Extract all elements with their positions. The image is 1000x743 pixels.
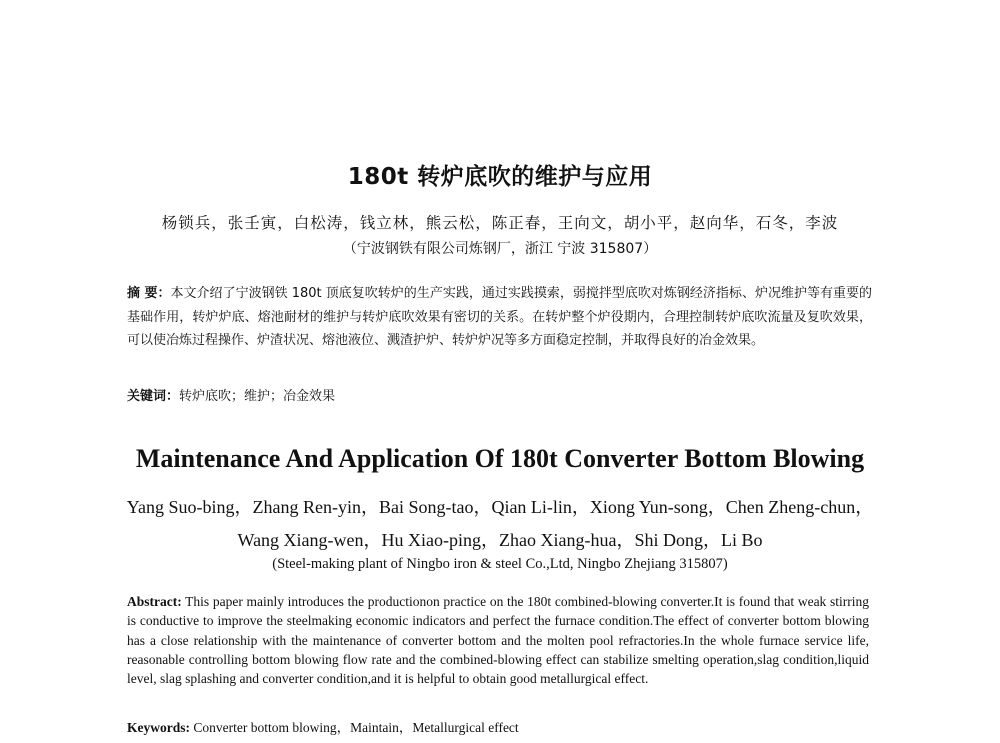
chinese-abstract [127, 282, 872, 353]
english-keywords [127, 716, 519, 736]
chinese-keywords [127, 385, 335, 404]
english-abstract [127, 592, 869, 688]
english-keywords-label: Keywords: [127, 720, 190, 735]
chinese-abstract-label: 摘 要： [127, 286, 171, 301]
english-affiliation: (Steel-making plant of Ningbo iron & steel Co.,Ltd, Ningbo Zhejiang 315807) [272, 556, 728, 572]
english-authors-line2: Wang Xiang-wen，Hu Xiao-ping，Zhao Xiang-hua，Shi Dong，Li Bo [237, 530, 763, 550]
english-keywords-text: Converter bottom blowing，Maintain，Metallurgical effect [190, 720, 519, 735]
english-abstract-label: Abstract: [127, 594, 182, 609]
english-authors-line1: Yang Suo-bing，Zhang Ren-yin，Bai Song-tao，Qian Li-lin，Xiong Yun-song，Chen Zheng-chun， [126, 497, 874, 517]
english-title: Maintenance And Application Of 180t Converter Bottom Blowing [135, 444, 865, 473]
chinese-abstract-text: 本文介绍了宁波钢铁 180t 顶底复吹转炉的生产实践，通过实践摸索，弱搅拌型底吹对炼钢经济指标、炉况维护等有重要的基础作用，转炉炉底、熔池耐材的维护与转炉底吹效果有密切的关系。在转炉整个炉役期内，合理控制转炉底吹流量及复吹效果，可以使冶炼过程操作、炉渣状况、熔池液位、溅渣护炉、转炉炉况等多方面稳定控制，并取得良好的冶金效果。 [127, 286, 872, 348]
chinese-keywords-text: 转炉底吹；维护；冶金效果 [179, 389, 336, 404]
chinese-title: 180t 转炉底吹的维护与应用 [347, 164, 653, 190]
chinese-affiliation: （宁波钢铁有限公司炼钢厂，浙江 宁波 315807） [342, 241, 658, 257]
chinese-authors: 杨锁兵，张壬寅，白松涛，钱立林，熊云松，陈正春，王向文，胡小平，赵向华，石冬，李波 [161, 214, 839, 232]
chinese-keywords-label: 关键词： [127, 389, 180, 404]
english-abstract-text: This paper mainly introduces the productionon practice on the 180t combined-blowing converter.It is found that weak stirring is conductive to improve the steelmaking economic indicators and perfect the furnace condition.The effect of converter bottom blowing has a close relationship with the maintenance of converter bottom and the molten pool refractories.In the whole furnace service life, reasonable controlling bottom blowing flow rate and the combined-blowing effect can stabilize smelting operation,slag condition,liquid level, slag splashing and converter condition,and it is helpful to obtain good metallurgical effect. [127, 594, 869, 687]
